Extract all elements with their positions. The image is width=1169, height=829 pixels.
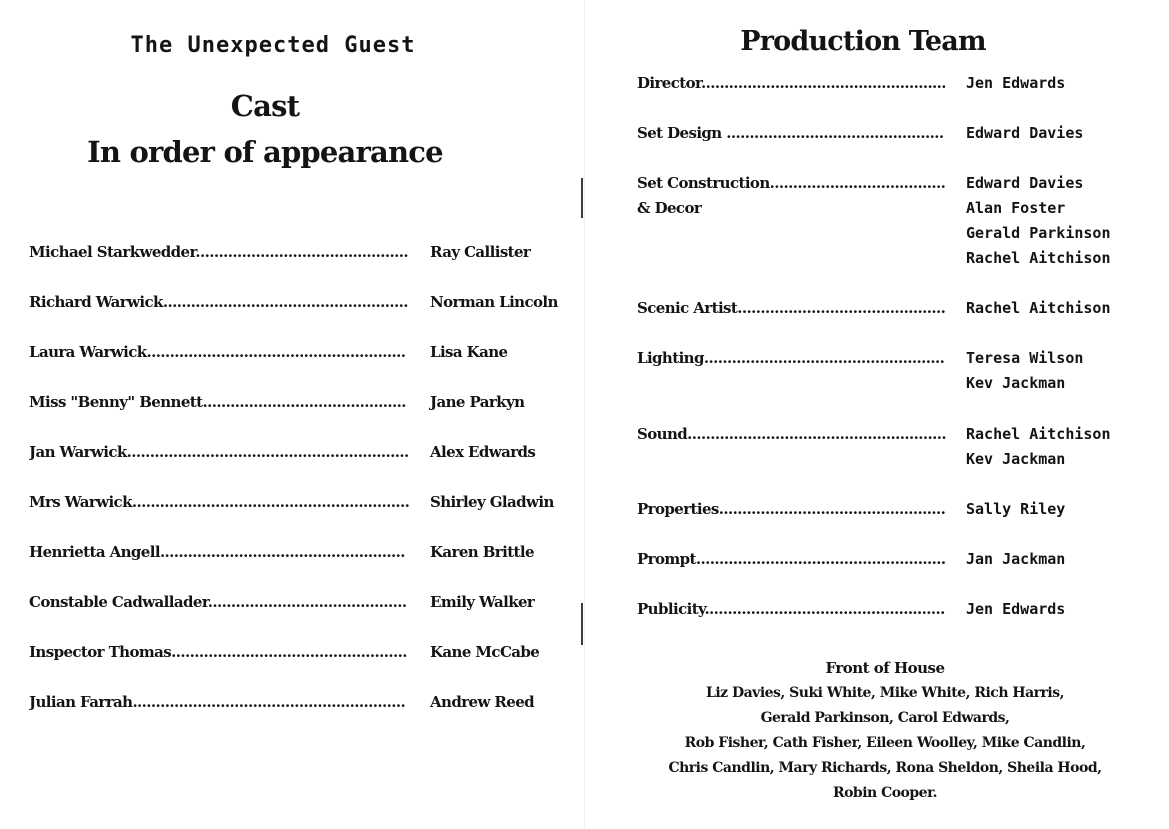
cast-row (0, 693, 584, 715)
production-role: Sound........................................................ (637, 425, 946, 443)
production-names (966, 597, 1065, 622)
cast-role: Miss "Benny" Bennett............................................ (29, 393, 406, 411)
dot-leader: ............................................ (202, 393, 406, 411)
play-title: The Unexpected Guest (130, 33, 416, 58)
dot-leader: ............................................... (726, 124, 944, 142)
cast-actor: Ray Callister (430, 243, 531, 261)
production-names (966, 497, 1065, 522)
production-names (966, 547, 1065, 572)
front-of-house-title: Front of House (825, 659, 945, 677)
production-role: Prompt...................................................... (637, 550, 946, 568)
production-name: Jen Edwards (966, 600, 1066, 618)
cast-row (0, 593, 584, 615)
production-name: Jan Jackman (966, 550, 1066, 568)
production-name: Edward Davies (966, 124, 1084, 142)
production-names (966, 121, 1083, 146)
dot-leader: ................................................. (718, 500, 946, 518)
production-name: Alan Foster (966, 199, 1066, 217)
cast-actor: Emily Walker (430, 593, 535, 611)
cast-role: Constable Cadwallader........................................... (29, 593, 407, 611)
dot-leader: ............................................. (737, 299, 946, 317)
cast-role: Michael Starkwedder.............................................. (29, 243, 409, 261)
dot-leader: .................................................... (704, 600, 945, 618)
cast-actor: Shirley Gladwin (430, 493, 554, 511)
dot-leader: ..................................................... (159, 543, 405, 561)
cast-row (0, 643, 584, 665)
production-names (966, 71, 1065, 96)
cast-page (0, 0, 584, 829)
front-of-house-line: Liz Davies, Suki White, Mike White, Rich Harris, (705, 685, 1064, 701)
cast-role: Jan Warwick............................................................. (29, 443, 409, 461)
front-of-house-line: Gerald Parkinson, Carol Edwards, (760, 710, 1010, 726)
cast-role: Julian Farrah........................................................... (29, 693, 406, 711)
cast-role: Inspector Thomas................................................... (29, 643, 407, 661)
dot-leader: ............................................................ (131, 493, 409, 511)
cast-row (0, 243, 584, 265)
cast-row (0, 493, 584, 515)
production-name: Rachel Aitchison (966, 299, 1111, 317)
dot-leader: ........................................................ (687, 425, 946, 443)
production-role-line2: & Decor (637, 199, 702, 217)
cast-row (0, 543, 584, 565)
production-name: Sally Riley (966, 500, 1066, 518)
production-role: Scenic Artist............................................. (637, 299, 946, 317)
dot-leader: ........................................... (207, 593, 407, 611)
dot-leader: ............................................................. (126, 443, 409, 461)
cast-role: Richard Warwick..................................................... (29, 293, 408, 311)
cast-actor: Karen Brittle (430, 543, 534, 561)
cast-actor: Lisa Kane (430, 343, 508, 361)
dot-leader: ..................................................... (162, 293, 408, 311)
cast-actor: Kane McCabe (430, 643, 540, 661)
front-of-house-line: Chris Candlin, Mary Richards, Rona Sheldon, Sheila Hood, (668, 760, 1102, 776)
production-name: Rachel Aitchison (966, 425, 1111, 443)
dot-leader: ........................................................... (132, 693, 406, 711)
cast-row (0, 443, 584, 465)
cast-actor: Norman Lincoln (430, 293, 558, 311)
production-role: Set Design ............................................... (637, 124, 944, 142)
cast-role: Henrietta Angell..................................................... (29, 543, 405, 561)
cast-actor: Alex Edwards (430, 443, 536, 461)
production-role: Properties................................................. (637, 500, 946, 518)
dot-leader: .................................................... (703, 349, 945, 367)
dot-leader: ...................................... (769, 174, 946, 192)
cast-role: Laura Warwick........................................................ (29, 343, 406, 361)
production-role: Publicity.................................................... (637, 600, 945, 618)
dot-leader: ........................................................ (146, 343, 406, 361)
production-role: Director..................................................... (637, 74, 946, 92)
production-name: Kev Jackman (966, 374, 1066, 392)
cast-actor: Andrew Reed (430, 693, 535, 711)
production-title: Production Team (740, 26, 986, 57)
cast-row (0, 293, 584, 315)
production-name: Gerald Parkinson (966, 224, 1111, 242)
production-role: Lighting.................................................... (637, 349, 945, 367)
dot-leader: ...................................................... (695, 550, 946, 568)
fold-mark (581, 178, 583, 218)
production-names (966, 171, 1111, 271)
cast-actor: Jane Parkyn (430, 393, 525, 411)
production-name: Kev Jackman (966, 450, 1066, 468)
cast-row (0, 393, 584, 415)
production-name: Jen Edwards (966, 74, 1066, 92)
production-name: Teresa Wilson (966, 349, 1084, 367)
front-of-house-line: Robin Cooper. (832, 785, 938, 801)
front-of-house (631, 656, 1139, 806)
production-page (585, 0, 1169, 829)
production-name: Rachel Aitchison (966, 249, 1111, 267)
production-names (966, 422, 1111, 472)
cast-role: Mrs Warwick............................................................ (29, 493, 409, 511)
cast-row (0, 343, 584, 365)
dot-leader: ................................................... (171, 643, 407, 661)
cast-heading: Cast (230, 89, 300, 123)
dot-leader: ..................................................... (700, 74, 946, 92)
dot-leader: .............................................. (195, 243, 409, 261)
front-of-house-line: Rob Fisher, Cath Fisher, Eileen Woolley, Mike Candlin, (684, 735, 1086, 751)
fold-mark (581, 603, 583, 645)
production-names (966, 296, 1111, 321)
production-name: Edward Davies (966, 174, 1084, 192)
production-names (966, 346, 1083, 396)
cast-subheading: In order of appearance (87, 135, 443, 169)
production-role: Set Construction...................................... (637, 174, 946, 192)
